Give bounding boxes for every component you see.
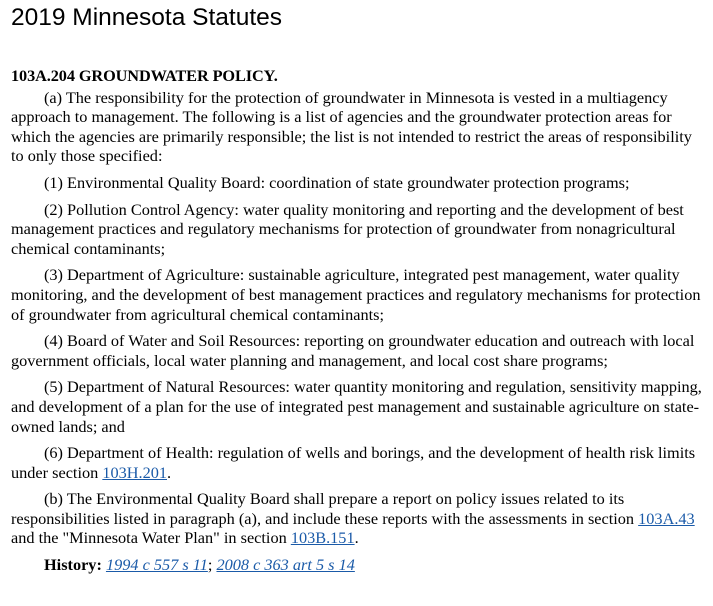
list-item-6-end: . <box>167 462 172 482</box>
list-item-6 <box>11 443 707 482</box>
paragraph-b-text: (b) The Environmental Quality Board shall prepare a report on policy issues related to its responsibilities listed in paragraph (a), and include these reports with the assessments in section <box>11 489 639 528</box>
history-label: History: <box>44 555 102 575</box>
paragraph-a: (a) The responsibility for the protection of groundwater in Minnesota is vested in a multiagency approach to management. The following is a list of agencies and the groundwater protection areas for which the agencies are primarily responsible; the list is not intended to restrict the areas of responsibility to only those specified: <box>11 87 692 166</box>
history-line <box>11 555 707 575</box>
paragraph-b-middle: and the "Minnesota Water Plan" in section <box>11 528 291 548</box>
list-item-6-text: (6) Department of Health: regulation of wells and borings, and the development of health risk limits under section <box>11 443 696 482</box>
history-link-2008[interactable]: 2008 c 363 art 5 s 14 <box>216 555 355 575</box>
section-heading: 103A.204 GROUNDWATER POLICY. <box>11 66 278 85</box>
list-item-5: (5) Department of Natural Resources: water quantity monitoring and regulation, sensitivity mapping, and development of a plan for the use of integrated pest management and sustainable agriculture on state-owned lands; and <box>11 377 702 436</box>
list-item-4: (4) Board of Water and Soil Resources: reporting on groundwater education and outreach with local government officials, local water planning and management, and local cost share programs; <box>11 331 695 370</box>
statute-link-103a43[interactable]: 103A.43 <box>638 508 695 528</box>
paragraph-b-end: . <box>354 528 359 548</box>
list-item-1: (1) Environmental Quality Board: coordination of state groundwater protection programs; <box>44 172 630 192</box>
history-separator: ; <box>207 555 217 575</box>
statute-link-103h201[interactable]: 103H.201 <box>102 462 167 482</box>
page-title: 2019 Minnesota Statutes <box>11 4 283 31</box>
list-item-2: (2) Pollution Control Agency: water quality monitoring and reporting and the development of best management practices and regulatory mechanisms for protection of groundwater from nonagricultural chemical contaminants; <box>11 199 684 258</box>
paragraph-b <box>11 489 707 548</box>
history-link-1994[interactable]: 1994 c 557 s 11 <box>105 555 208 575</box>
statute-link-103b151[interactable]: 103B.151 <box>290 528 355 548</box>
list-item-3: (3) Department of Agriculture: sustainable agriculture, integrated pest management, water quality monitoring, and the development of best management practices and regulatory mechanisms for protection of groundwater from agricultural chemical contaminants; <box>11 265 701 324</box>
statute-section <box>11 66 707 575</box>
